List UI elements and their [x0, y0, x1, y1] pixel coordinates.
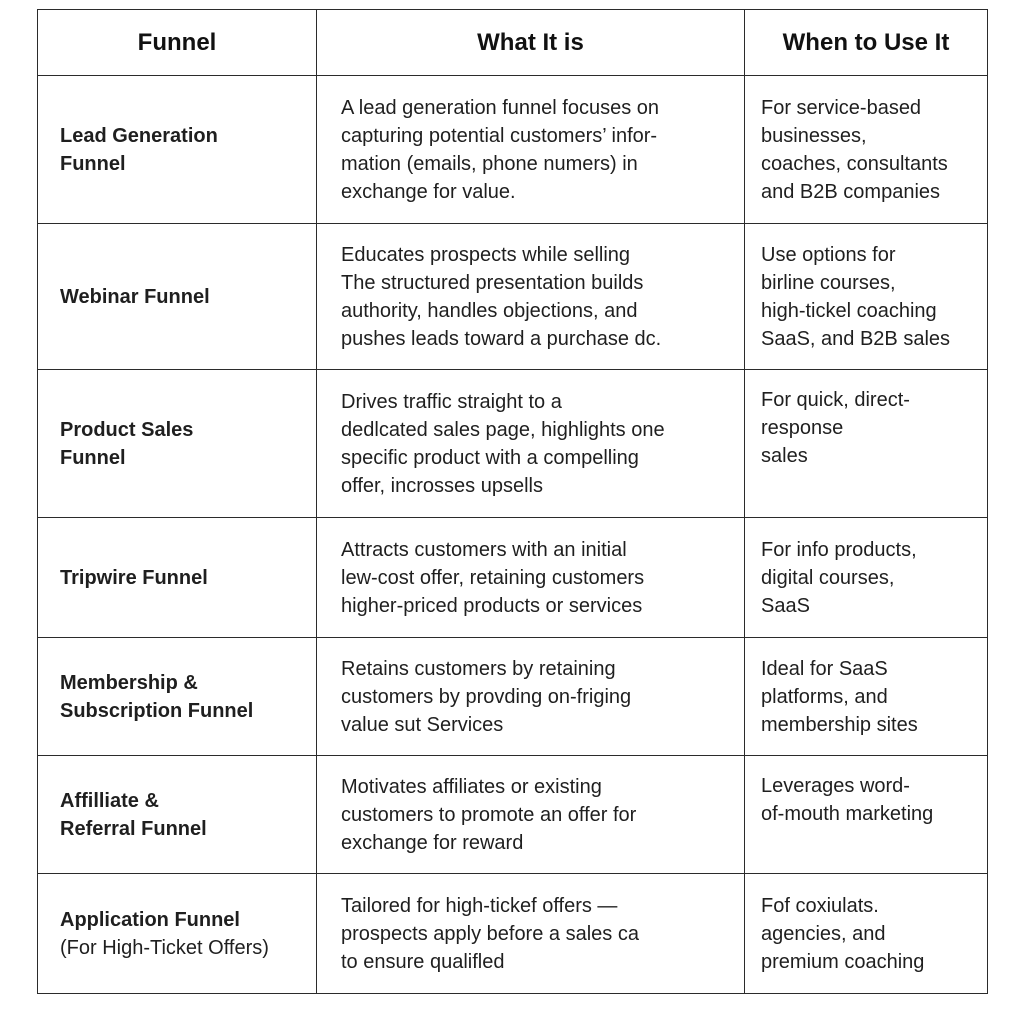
table-row: [38, 518, 988, 638]
what-text: Retains customers by retaining customers by provding on-friging value sut Services: [341, 657, 632, 736]
what-cell: [317, 76, 745, 224]
what-cell: [317, 874, 745, 994]
what-cell: [317, 518, 745, 638]
what-text: Educates prospects while selling The structured presentation builds authority, handles objections, and pushes leads toward a purchase dc.: [341, 243, 662, 350]
what-cell: [317, 638, 745, 756]
when-text: Fof coxiulats. agencies, and premium coaching: [761, 894, 925, 973]
funnel-cell: [38, 224, 317, 370]
when-text: For quick, direct- response sales: [761, 389, 910, 467]
table-row: [38, 224, 988, 370]
table-row: [38, 756, 988, 874]
funnel-cell: [38, 370, 317, 518]
funnel-name: Tripwire Funnel: [60, 566, 208, 589]
when-cell: [745, 370, 988, 518]
header-when-to-use: When to Use It: [745, 10, 988, 76]
table-row: [38, 76, 988, 224]
header-row: [38, 10, 988, 76]
table-row: [38, 874, 988, 994]
funnel-cell: [38, 756, 317, 874]
header-funnel: Funnel: [38, 10, 317, 76]
funnel-name: Affilliate & Referral Funnel: [60, 789, 207, 840]
what-text: Attracts customers with an initial lew-cost offer, retaining customers higher-priced products or services: [341, 538, 645, 617]
what-text: A lead generation funnel focuses on capturing potential customers’ infor- mation (emails, phone numers) in exchange for value.: [341, 96, 660, 203]
funnel-cell: [38, 638, 317, 756]
when-cell: [745, 76, 988, 224]
funnel-cell: [38, 76, 317, 224]
when-cell: [745, 874, 988, 994]
when-cell: [745, 224, 988, 370]
header-what-it-is: What It is: [317, 10, 745, 76]
table-body: [38, 76, 988, 994]
funnel-name: Membership & Subscription Funnel: [60, 671, 254, 722]
when-text: Use options for birline courses, high-tickel coaching SaaS, and B2B sales: [761, 243, 951, 350]
what-text: Motivates affiliates or existing customers to promote an offer for exchange for reward: [341, 775, 637, 854]
what-cell: [317, 370, 745, 518]
when-text: For info products, digital courses, SaaS: [761, 538, 917, 617]
table-header: [38, 10, 988, 76]
funnel-name: Application Funnel: [60, 908, 240, 931]
what-cell: [317, 756, 745, 874]
funnel-name: Webinar Funnel: [60, 285, 210, 308]
table-row: [38, 638, 988, 756]
funnel-name: Product Sales Funnel: [60, 418, 194, 469]
when-text: Ideal for SaaS platforms, and membership sites: [761, 657, 918, 736]
when-cell: [745, 518, 988, 638]
funnel-cell: [38, 518, 317, 638]
funnel-name: Lead Generation Funnel: [60, 124, 218, 175]
table-row: [38, 370, 988, 518]
what-cell: [317, 224, 745, 370]
what-text: Tailored for high-tickef offers — prospects apply before a sales ca to ensure qualifled: [341, 894, 639, 973]
when-text: Leverages word- of-mouth marketing: [761, 775, 934, 825]
when-cell: [745, 638, 988, 756]
when-text: For service-based businesses, coaches, consultants and B2B companies: [761, 96, 948, 203]
when-cell: [745, 756, 988, 874]
funnel-comparison-table: [37, 9, 988, 994]
funnel-cell: [38, 874, 317, 994]
what-text: Drives traffic straight to a dedlcated sales page, highlights one specific product with a compelling offer, incrosses upsells: [341, 390, 665, 497]
funnel-subtitle: (For High-Ticket Offers): [60, 936, 269, 959]
